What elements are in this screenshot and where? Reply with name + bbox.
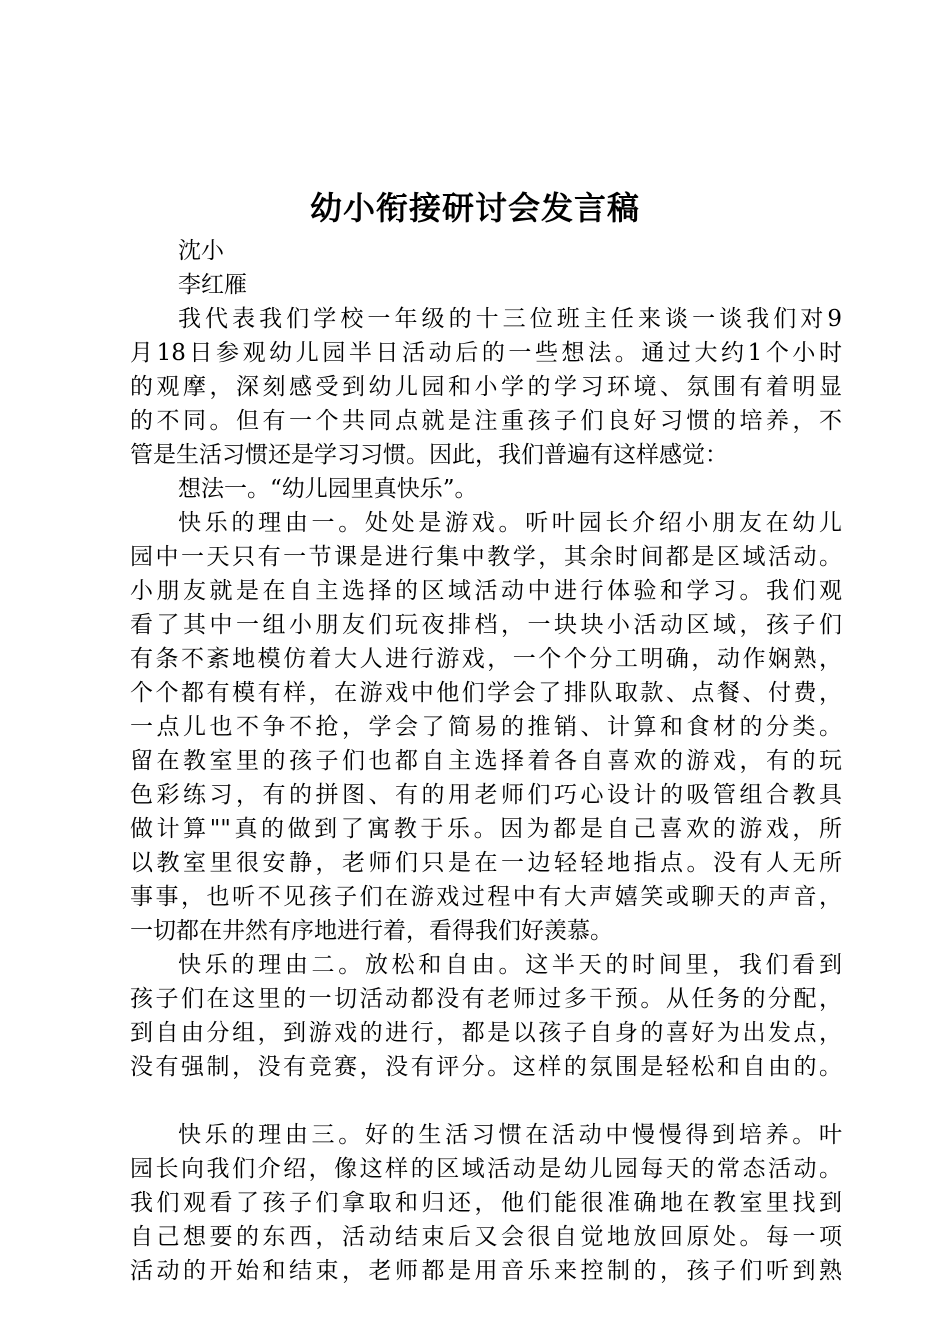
text-line: 的观摩，深刻感受到幼儿园和小学的学习环境、氛围有着明显 — [130, 374, 842, 400]
text-line: 小朋友就是在自主选择的区域活动中进行体验和学习。我们观 — [130, 578, 842, 604]
text-line: 快乐的理由一。处处是游戏。听叶园长介绍小朋友在幼儿 — [178, 510, 842, 536]
text-line: 快乐的理由三。好的生活习惯在活动中慢慢得到培养。叶 — [178, 1122, 842, 1148]
text-line: 以教室里很安静，老师们只是在一边轻轻地指点。没有人无所 — [130, 850, 842, 876]
text-line: 我们观看了孩子们拿取和归还，他们能很准确地在教室里找到 — [130, 1190, 842, 1216]
text-line: 一点儿也不争不抢，学会了简易的推销、计算和食材的分类。 — [130, 714, 842, 740]
text-line: 快乐的理由二。放松和自由。这半天的时间里，我们看到 — [178, 952, 842, 978]
text-line: 个个都有模有样，在游戏中他们学会了排队取款、点餐、付费， — [130, 680, 842, 706]
text-line: 沈小 — [178, 238, 224, 264]
text-line: 我代表我们学校一年级的十三位班主任来谈一谈我们对9 — [178, 306, 842, 332]
text-line: 看了其中一组小朋友们玩夜排档，一块块小活动区域，孩子们 — [130, 612, 842, 638]
text-line: 色彩练习，有的拼图、有的用老师们巧心设计的吸管组合教具 — [130, 782, 842, 808]
text-line: 没有强制，没有竞赛，没有评分。这样的氛围是轻松和自由的。 — [130, 1054, 842, 1080]
document-body — [130, 234, 842, 1288]
document-title: 幼小衔接研讨会发言稿 — [309, 189, 640, 227]
text-line: 想法一。“幼儿园里真快乐”。 — [178, 476, 478, 502]
text-line: 有条不紊地模仿着大人进行游戏，一个个分工明确，动作娴熟， — [130, 646, 842, 672]
text-line: 园长向我们介绍，像这样的区域活动是幼儿园每天的常态活动。 — [130, 1156, 842, 1182]
text-line: 到自由分组，到游戏的进行，都是以孩子自身的喜好为出发点， — [130, 1020, 842, 1046]
text-line: 事事，也听不见孩子们在游戏过程中有大声嬉笑或聊天的声音， — [130, 884, 842, 910]
text-line: 管是生活习惯还是学习习惯。因此，我们普遍有这样感觉： — [130, 442, 728, 468]
text-line: 园中一天只有一节课是进行集中教学，其余时间都是区域活动。 — [130, 544, 842, 570]
text-line: 留在教室里的孩子们也都自主选择着各自喜欢的游戏，有的玩 — [130, 748, 842, 774]
text-line: 活动的开始和结束，老师都是用音乐来控制的，孩子们听到熟 — [130, 1258, 842, 1284]
text-line — [130, 1084, 842, 1118]
text-line: 月18日参观幼儿园半日活动后的一些想法。通过大约1个小时 — [130, 340, 842, 366]
text-line: 的不同。但有一个共同点就是注重孩子们良好习惯的培养，不 — [130, 408, 842, 434]
text-line: 做计算""真的做到了寓教于乐。因为都是自己喜欢的游戏，所 — [130, 816, 842, 842]
text-line: 一切都在井然有序地进行着，看得我们好羡慕。 — [130, 918, 613, 944]
text-line: 孩子们在这里的一切活动都没有老师过多干预。从任务的分配， — [130, 986, 842, 1012]
text-line: 自己想要的东西，活动结束后又会很自觉地放回原处。每一项 — [130, 1224, 842, 1250]
text-line: 李红雁 — [178, 272, 247, 298]
